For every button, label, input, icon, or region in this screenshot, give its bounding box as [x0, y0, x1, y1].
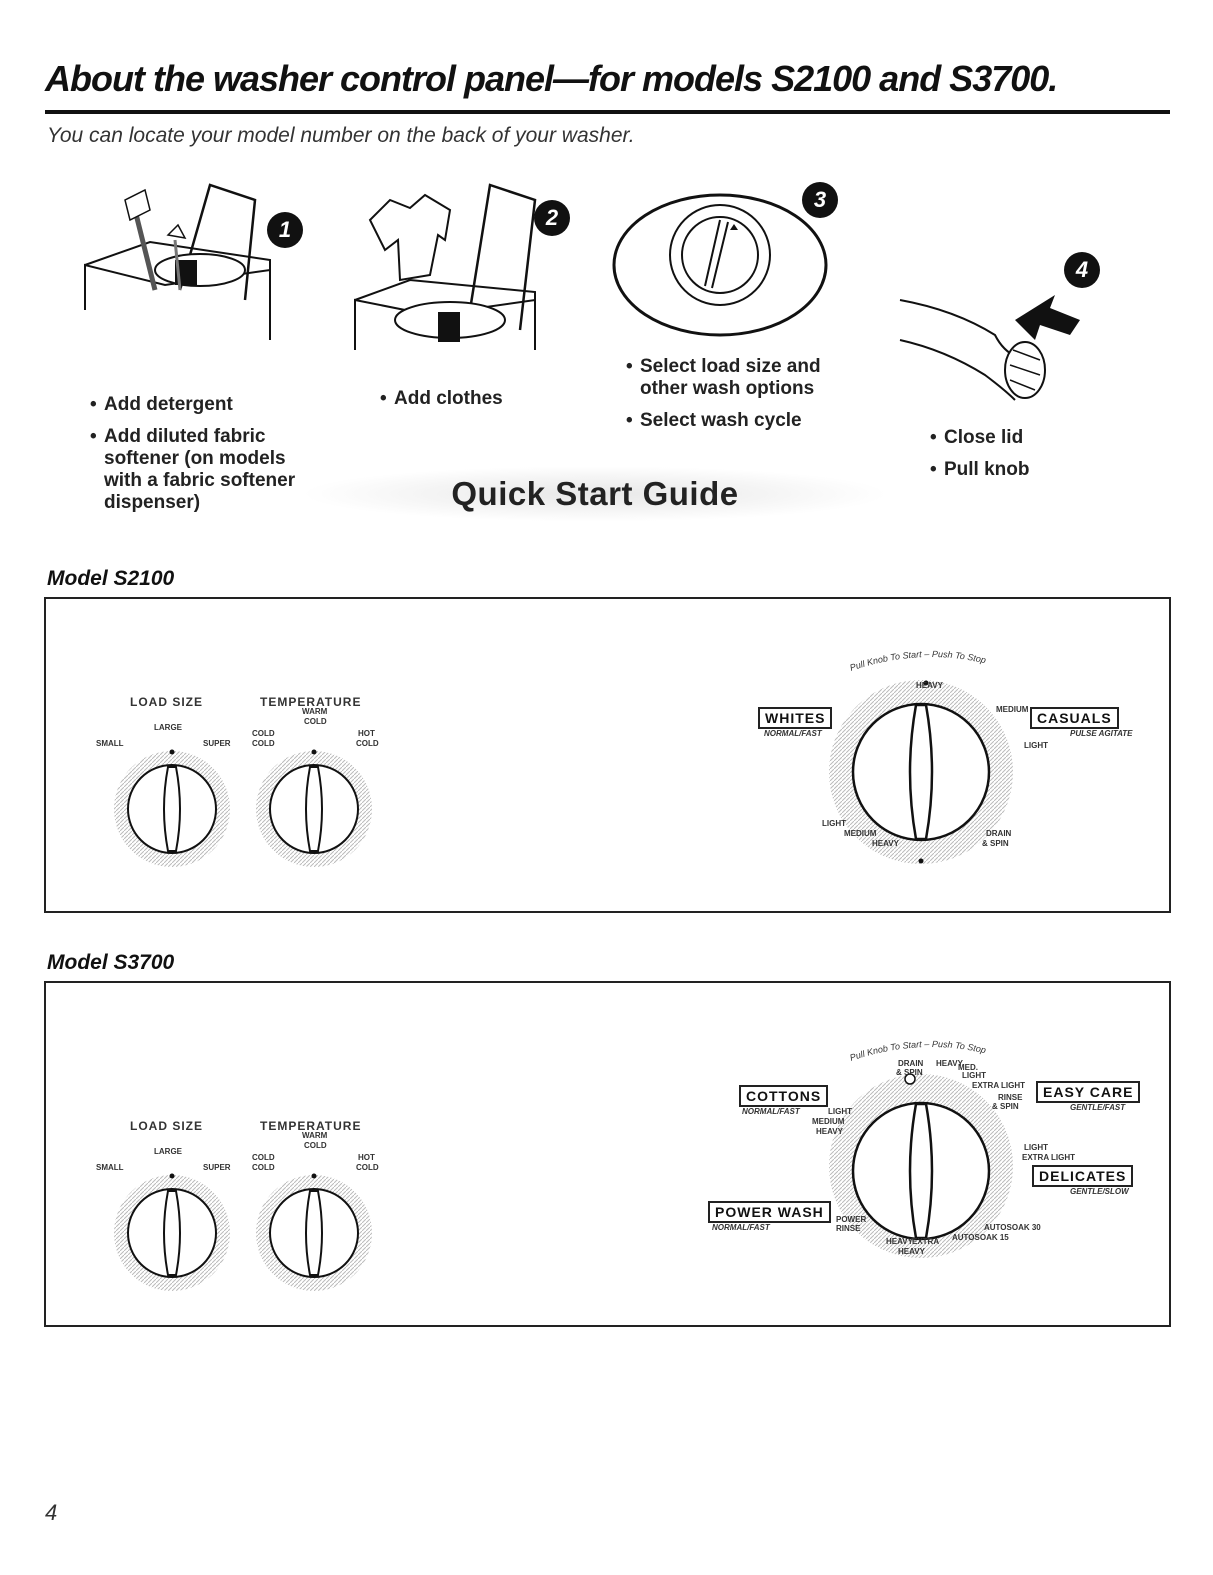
quick-start-guide-label: Quick Start Guide [451, 475, 739, 512]
cycle-mark-light: LIGHT [1024, 741, 1048, 750]
load-size-knob-s3700[interactable] [112, 1163, 232, 1293]
load-size-small-mark: SMALL [96, 739, 124, 748]
cycle-mark-heavy-3-s3700: HEAVY [886, 1237, 913, 1246]
load-size-large-mark: LARGE [154, 723, 182, 732]
step-4-text: • Close lid • Pull knob [930, 427, 1030, 480]
cycle-sub-delicates: GENTLE/SLOW [1070, 1187, 1129, 1196]
cycle-mark-power-rinse: RINSE [836, 1224, 861, 1233]
title-rule [45, 110, 1170, 114]
temperature-cold-sub-mark-s3700: COLD [252, 1163, 275, 1172]
cycle-arc-label: Pull Knob To Start – Push To Stop [848, 648, 987, 673]
step-4-bullet-2: Pull knob [944, 459, 1030, 480]
temperature-knob[interactable] [254, 739, 374, 869]
page-subtitle: You can locate your model number on the back of your washer. [47, 124, 635, 147]
cycle-mark-light-2-s3700: LIGHT [828, 1107, 852, 1116]
step-1-bullet-1: Add detergent [104, 394, 233, 415]
model-s3700-heading: Model S3700 [47, 951, 175, 974]
step-number-1: 1 [267, 212, 303, 248]
cycle-mark-light-2: LIGHT [822, 819, 846, 828]
cycle-mark-heavy-s3700: HEAVY [936, 1059, 963, 1068]
cycle-box-delicates: DELICATES [1032, 1165, 1133, 1187]
temperature-hot-sub-mark-s3700: COLD [356, 1163, 379, 1172]
temperature-warm-sub-mark-s3700: COLD [304, 1141, 327, 1150]
model-s2100-heading: Model S2100 [47, 567, 175, 590]
quick-start-guide-banner [300, 466, 890, 522]
step-1-text: • Add detergent • Add diluted fabric softener (on models with a fabric softener dispenser) [90, 394, 310, 524]
cycle-mark-drain: DRAIN [986, 829, 1012, 838]
temperature-warm-sub-mark: COLD [304, 717, 327, 726]
step-number-4: 4 [1064, 252, 1100, 288]
temperature-hot-sub-mark: COLD [356, 739, 379, 748]
step-4-hand-illustration [895, 280, 1095, 410]
step-3-text: • Select load size and other wash options • Select wash cycle [626, 356, 846, 442]
cycle-mark-heavy: HEAVY [916, 681, 943, 690]
cycle-mark-extra-light-2-s3700: EXTRA LIGHT [1022, 1153, 1076, 1162]
temperature-warm-mark: WARM [302, 707, 328, 716]
temperature-knob-s3700[interactable] [254, 1163, 374, 1293]
temperature-label-s3700: TEMPERATURE [260, 1119, 362, 1133]
cycle-mark-autosoak-15: AUTOSOAK 15 [952, 1233, 1009, 1242]
cycle-mark-power: POWER [836, 1215, 867, 1224]
cycle-mark-heavy-2-s3700: HEAVY [816, 1127, 843, 1136]
cycle-box-casuals: CASUALS [1030, 707, 1119, 729]
temperature-cold-sub-mark: COLD [252, 739, 275, 748]
cycle-box-cottons: COTTONS [739, 1085, 828, 1107]
svg-text:Pull Knob To Start – Push To S [848, 649, 986, 673]
cycle-mark-med-s3700: MED. [958, 1063, 978, 1072]
step-1-bullet-2: Add diluted fabric softener (on models with a fabric softener dispenser) [104, 426, 296, 513]
cycle-arc-text-s3700 [841, 1023, 1021, 1063]
cycle-mark-extra-heavy-s3700: HEAVY [898, 1247, 925, 1256]
step-3-knob-illustration [610, 190, 830, 340]
cycle-mark-medium: MEDIUM [996, 705, 1029, 714]
cycle-arc-label-s3700: Pull Knob To Start – Push To Stop [848, 1038, 987, 1063]
cycle-box-power-wash: POWER WASH [708, 1201, 831, 1223]
cycle-mark-rinse-s3700: RINSE [998, 1093, 1023, 1102]
load-size-label: LOAD SIZE [130, 695, 204, 709]
temperature-warm-mark-s3700: WARM [302, 1131, 328, 1140]
cycle-mark-light-s3700: LIGHT [962, 1071, 986, 1080]
load-size-knob[interactable] [112, 739, 232, 869]
cycle-mark-rinse-spin-s3700: & SPIN [992, 1102, 1019, 1111]
temperature-hot-mark: HOT [358, 729, 375, 738]
load-size-label-s3700: LOAD SIZE [130, 1119, 204, 1133]
cycle-mark-drain-s3700: DRAIN [898, 1059, 924, 1068]
cycle-sub-power-wash: NORMAL/FAST [712, 1223, 770, 1232]
cycle-sub-casuals: PULSE AGITATE [1070, 729, 1133, 738]
step-3-bullet-1: Select load size and other wash options [640, 356, 821, 399]
page-number: 4 [45, 1500, 58, 1525]
step-1-illustration [80, 180, 320, 350]
cycle-sub-cottons: NORMAL/FAST [742, 1107, 800, 1116]
cycle-mark-spin-s3700: & SPIN [896, 1068, 923, 1077]
cycle-mark-medium-s3700: MEDIUM [812, 1117, 845, 1126]
load-size-large-mark-s3700: LARGE [154, 1147, 182, 1156]
cycle-sub-whites: NORMAL/FAST [764, 729, 822, 738]
model-s3700-panel [44, 981, 1171, 1327]
temperature-label: TEMPERATURE [260, 695, 362, 709]
cycle-mark-extra-s3700: EXTRA [912, 1237, 940, 1246]
step-4-bullet-1: Close lid [944, 427, 1024, 448]
cycle-mark-extra-light-s3700: EXTRA LIGHT [972, 1081, 1026, 1090]
cycle-box-easy-care: EASY CARE [1036, 1081, 1140, 1103]
temperature-cold-mark: COLD [252, 729, 275, 738]
cycle-mark-medium-2: MEDIUM [844, 829, 877, 838]
cycle-mark-autosoak-30: AUTOSOAK 30 [984, 1223, 1041, 1232]
cycle-sub-easy-care: GENTLE/FAST [1070, 1103, 1126, 1112]
load-size-small-mark-s3700: SMALL [96, 1163, 124, 1172]
cycle-mark-light-3-s3700: LIGHT [1024, 1143, 1048, 1152]
temperature-cold-mark-s3700: COLD [252, 1153, 275, 1162]
step-3-bullet-2: Select wash cycle [640, 410, 802, 431]
load-size-super-mark-s3700: SUPER [203, 1163, 231, 1172]
cycle-box-whites: WHITES [758, 707, 832, 729]
step-2-text: • Add clothes [380, 388, 503, 409]
step-number-3: 3 [802, 182, 838, 218]
step-2-bullet-1: Add clothes [394, 388, 503, 409]
cycle-mark-heavy-2: HEAVY [872, 839, 899, 848]
cycle-mark-spin: & SPIN [982, 839, 1009, 848]
load-size-super-mark: SUPER [203, 739, 231, 748]
page-title: About the washer control panel—for models S2100 and S3700. [45, 58, 1058, 99]
cycle-arc-text [841, 633, 1021, 673]
temperature-hot-mark-s3700: HOT [358, 1153, 375, 1162]
model-s2100-panel [44, 597, 1171, 913]
step-number-2: 2 [534, 200, 570, 236]
